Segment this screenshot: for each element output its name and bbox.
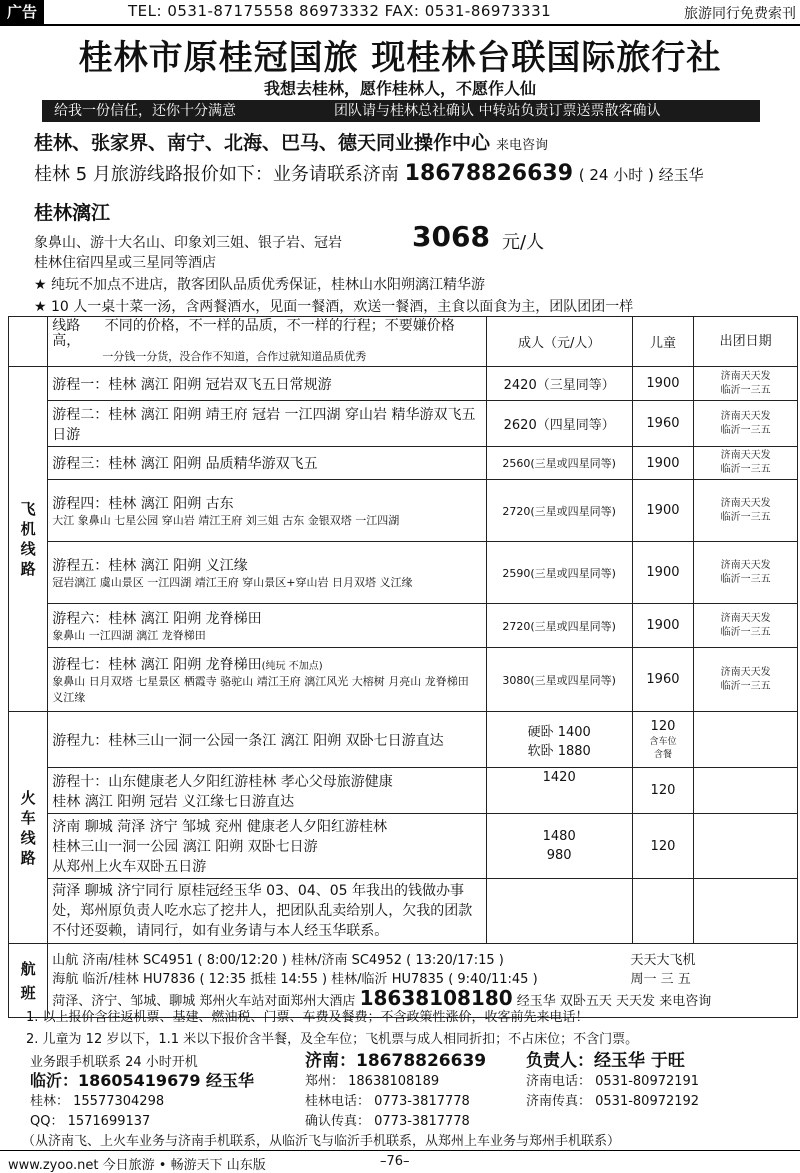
- lijiang-title: 桂林漓江: [34, 202, 111, 224]
- jinan-contact: 济南：18678826639: [305, 1051, 487, 1071]
- table-row: [9, 447, 798, 480]
- fax-confirm: 确认传真： 0773-3817778: [305, 1114, 470, 1129]
- child-price: 1900: [632, 542, 693, 604]
- center-note: 来电咨询: [496, 138, 549, 153]
- star-line-2: ★ 10 人一桌十菜一汤，含两餐酒水，见面一餐酒，欢送一餐酒，主食以面食为主，团队团团一样: [34, 299, 634, 315]
- child-price: 120: [632, 814, 693, 879]
- header-date: 出团日期: [694, 317, 798, 367]
- page-number: –76–: [380, 1154, 410, 1169]
- lijiang-sites: 象鼻山、游十大名山、印象刘三姐、银子岩、冠岩: [34, 235, 342, 251]
- banner-right: 团队请与桂林总社确认 中转站负责订票送票散客确认: [334, 103, 661, 119]
- route-name: 游程二：桂林 漓江 阳朔 靖王府 冠岩 一江四湖 穿山岩 精华游双飞五日游: [52, 406, 476, 443]
- child-price: 1900: [632, 447, 693, 480]
- header-adult: 成人（元/人）: [486, 317, 632, 367]
- quote-suffix: ( 24 小时 ) 经玉华: [578, 166, 704, 184]
- table-header: [9, 317, 798, 367]
- flight-contact-suffix: 经玉华 双卧五天 天天发 来电咨询: [516, 993, 712, 1009]
- departure-date: 济南天天发 临沂一三五: [694, 447, 798, 480]
- departure-date: 济南天天发 临沂一三五: [694, 367, 798, 401]
- jinan-tel: 济南电话： 0531-80972191: [526, 1074, 700, 1089]
- note-1: 1. 以上报价含往返机票、基建、燃油税、门票、车费及餐费；不含政策性涨价，收客前先来电话！: [26, 1010, 589, 1025]
- route-name: 游程九：桂林三山一洞一公园一条江 漓江 阳朔 双卧七日游直达: [52, 732, 444, 749]
- route-name: 游程四：桂林 漓江 阳朔 古东: [52, 495, 234, 512]
- flight-contact-phone: 18638108180: [359, 985, 513, 1010]
- note-2: 2. 儿童为 12 岁以下，1.1 米以下报价含半餐，及全车位；飞机票与成人相同折扣；不占床位；不含门票。: [26, 1032, 639, 1047]
- lijiang-unit: 元/人: [502, 232, 545, 253]
- route-detail: 大江 象鼻山 七星公园 穿山岩 靖江王府 刘三姐 古东 金银双塔 一江四湖: [52, 513, 400, 527]
- route-name: 济南 聊城 菏泽 济宁 邹城 兖州 健康老人夕阳红游桂林: [52, 819, 387, 835]
- guilin-contact: 桂林： 15577304298: [30, 1094, 165, 1109]
- banner-left: 给我一份信任，还你十分满意: [54, 103, 236, 119]
- table-row: [9, 401, 798, 447]
- child-price: 1900: [632, 367, 693, 401]
- route-table: [8, 316, 798, 1018]
- route-name: 游程十：山东健康老人夕阳红游桂林 孝心父母旅游健康: [52, 773, 393, 790]
- table-row: [9, 480, 798, 542]
- table-row: [9, 879, 798, 944]
- route-name: 游程七：桂林 漓江 阳朔 龙脊梯田(纯玩 不加点): [52, 656, 323, 673]
- route-name: 游程三：桂林 漓江 阳朔 品质精华游双飞五: [52, 456, 318, 472]
- operation-center: [34, 128, 548, 155]
- departure-date: 济南天天发 临沂一三五: [694, 542, 798, 604]
- table-row: 济南 聊城 菏泽 济宁 邹城 兖州 健康老人夕阳红游桂林 桂林三山一洞一公园 漓江 阳朔 双卧七日游 从郑州上火车双卧五日游 1480 980 120: [9, 814, 798, 879]
- section-airline: 航 班: [9, 944, 48, 1018]
- notice-text: 菏泽 聊城 济宁同行 原桂冠经玉华 03、04、05 年我出的钱做办事处，郑州原负责人吃水忘了挖井人，把团队乱卖给别人，欠我的团款不付还耍赖，请同行，如有业务请与本人经玉华联系。: [52, 883, 473, 939]
- route-detail: 象鼻山 一江四湖 漓江 龙脊梯田: [52, 628, 206, 642]
- lijiang-price: 3068: [412, 220, 490, 253]
- bottom-bar: [0, 1150, 800, 1172]
- section-train: 火 车 线 路: [9, 712, 48, 944]
- table-row: 游程十：山东健康老人夕阳红游桂林 孝心父母旅游健康 桂林 漓江 阳朔 冠岩 义江缘七日游直达 1420 120: [9, 768, 798, 814]
- adult-price: 硬卧 1400 软卧 1880: [486, 712, 632, 768]
- route-detail: 冠岩漓江 虞山景区 一江四湖 靖江王府 穿山景区+穿山岩 日月双塔 义江缘: [52, 575, 413, 589]
- center-text: 桂林、张家界、南宁、北海、巴马、德天同业操作中心: [34, 132, 491, 154]
- table-row: [9, 542, 798, 604]
- departure-date: 济南天天发 临沂一三五: [694, 401, 798, 447]
- adult-price: 2720(三星或四星同等): [486, 604, 632, 648]
- section-flight: 飞 机 线 路: [9, 367, 48, 712]
- ad-label: 广告: [0, 0, 44, 24]
- header-child: 儿童: [632, 317, 693, 367]
- qq-contact: QQ： 1571699137: [30, 1114, 151, 1129]
- route-detail: 象鼻山 日月双塔 七星景区 栖霞寺 骆驼山 靖江王府 漓江风光 大榕树 月亮山 龙脊梯田 义江缘: [52, 674, 469, 704]
- linyi-contact: 临沂：18605419679 经玉华: [30, 1071, 255, 1090]
- free-label: 旅游同行免费索刊: [684, 6, 796, 22]
- guilin-tel: 桂林电话： 0773-3817778: [305, 1094, 470, 1109]
- quote-line: [34, 160, 704, 186]
- adult-price: 2620（四星同等）: [486, 401, 632, 447]
- child-price: 1960: [632, 648, 693, 712]
- table-row: [9, 604, 798, 648]
- header-route: 线路 不同的价格，不一样的品质，不一样的行程；不要嫌价格高， 一分钱一分货，没合作不知道，合作过就知道品质优秀: [48, 317, 486, 367]
- table-row: [9, 367, 798, 401]
- flight-schedule: 山航 济南/桂林 SC4951 ( 8:00/12:20 ) 桂林/济南 SC4952 ( 13:20/17:15 ) 天天大飞机 海航 临沂/桂林 HU7836 ( 12:35 抵桂 14:55 ) 桂林/临沂 HU7835 ( 9:40/11:45 ) 周一 三 五 菏泽、济宁、邹城、聊城 郑州火车站对面郑州大酒店 18638108180 经玉华 双卧五天 天天发 来电咨询: [48, 944, 798, 1018]
- lijiang-hotel: 桂林住宿四星或三星同等酒店: [34, 255, 216, 271]
- adult-price: 2590(三星或四星同等): [486, 542, 632, 604]
- adult-price: 2420（三星同等）: [486, 367, 632, 401]
- header-contact: TEL: 0531-87175558 86973332 FAX: 0531-86973331: [128, 2, 552, 20]
- child-price: 120: [632, 768, 693, 814]
- quote-phone: 18678826639: [404, 161, 574, 186]
- child-price: 1900: [632, 480, 693, 542]
- route-name: 游程一：桂林 漓江 阳朔 冠岩双飞五日常规游: [52, 376, 332, 393]
- route-name: 游程六：桂林 漓江 阳朔 龙脊梯田: [52, 610, 262, 627]
- site-name: www.zyoo.net 今日旅游 • 畅游天下 山东版: [8, 1158, 266, 1173]
- route-name: 游程五：桂林 漓江 阳朔 义江缘: [52, 557, 248, 574]
- adult-price: 2560(三星或四星同等): [486, 447, 632, 480]
- table-row: [9, 648, 798, 712]
- quote-prefix: 桂林 5 月旅游线路报价如下：业务请联系济南: [34, 164, 399, 185]
- child-price: 1900: [632, 604, 693, 648]
- flight-contact-prefix: 菏泽、济宁、邹城、聊城 郑州火车站对面郑州大酒店: [52, 993, 356, 1009]
- departure-date: 济南天天发 临沂一三五: [694, 480, 798, 542]
- star-line-1: ★ 纯玩不加点不进店，散客团队品质优秀保证，桂林山水阳朔漓江精华游: [34, 277, 485, 293]
- jinan-fax: 济南传真： 0531-80972192: [526, 1094, 700, 1109]
- footer-note: （从济南飞、上火车业务与济南手机联系，从临沂飞与临沂手机联系，从郑州上车业务与郑州手机联系）: [22, 1134, 621, 1149]
- page-title: 桂林市原桂冠国旅 现桂林台联国际旅行社: [78, 38, 722, 78]
- adult-price: 1420: [486, 768, 632, 814]
- child-price: 120 含车位 含餐: [632, 712, 693, 768]
- table-row: [9, 712, 798, 768]
- departure-date: 济南天天发 临沂一三五: [694, 648, 798, 712]
- flight-sc: 山航 济南/桂林 SC4951 ( 8:00/12:20 ) 桂林/济南 SC4952 ( 13:20/17:15 ): [52, 952, 504, 968]
- zhengzhou-contact: 郑州： 18638108189: [305, 1074, 440, 1089]
- adult-price: 3080(三星或四星同等): [486, 648, 632, 712]
- black-banner: [42, 100, 760, 122]
- child-price: 1960: [632, 401, 693, 447]
- slogan: 我想去桂林，愿作桂林人，不愿作人仙: [263, 79, 536, 98]
- flight-hu: 海航 临沂/桂林 HU7836 ( 12:35 抵桂 14:55 ) 桂林/临沂 HU7835 ( 9:40/11:45 ): [52, 971, 538, 987]
- adult-price: 1480 980: [486, 814, 632, 879]
- manager: 负责人：经玉华 于旺: [526, 1051, 685, 1071]
- adult-price: 2720(三星或四星同等): [486, 480, 632, 542]
- open-24h: 业务跟手机联系 24 小时开机: [30, 1055, 198, 1070]
- departure-date: 济南天天发 临沂一三五: [694, 604, 798, 648]
